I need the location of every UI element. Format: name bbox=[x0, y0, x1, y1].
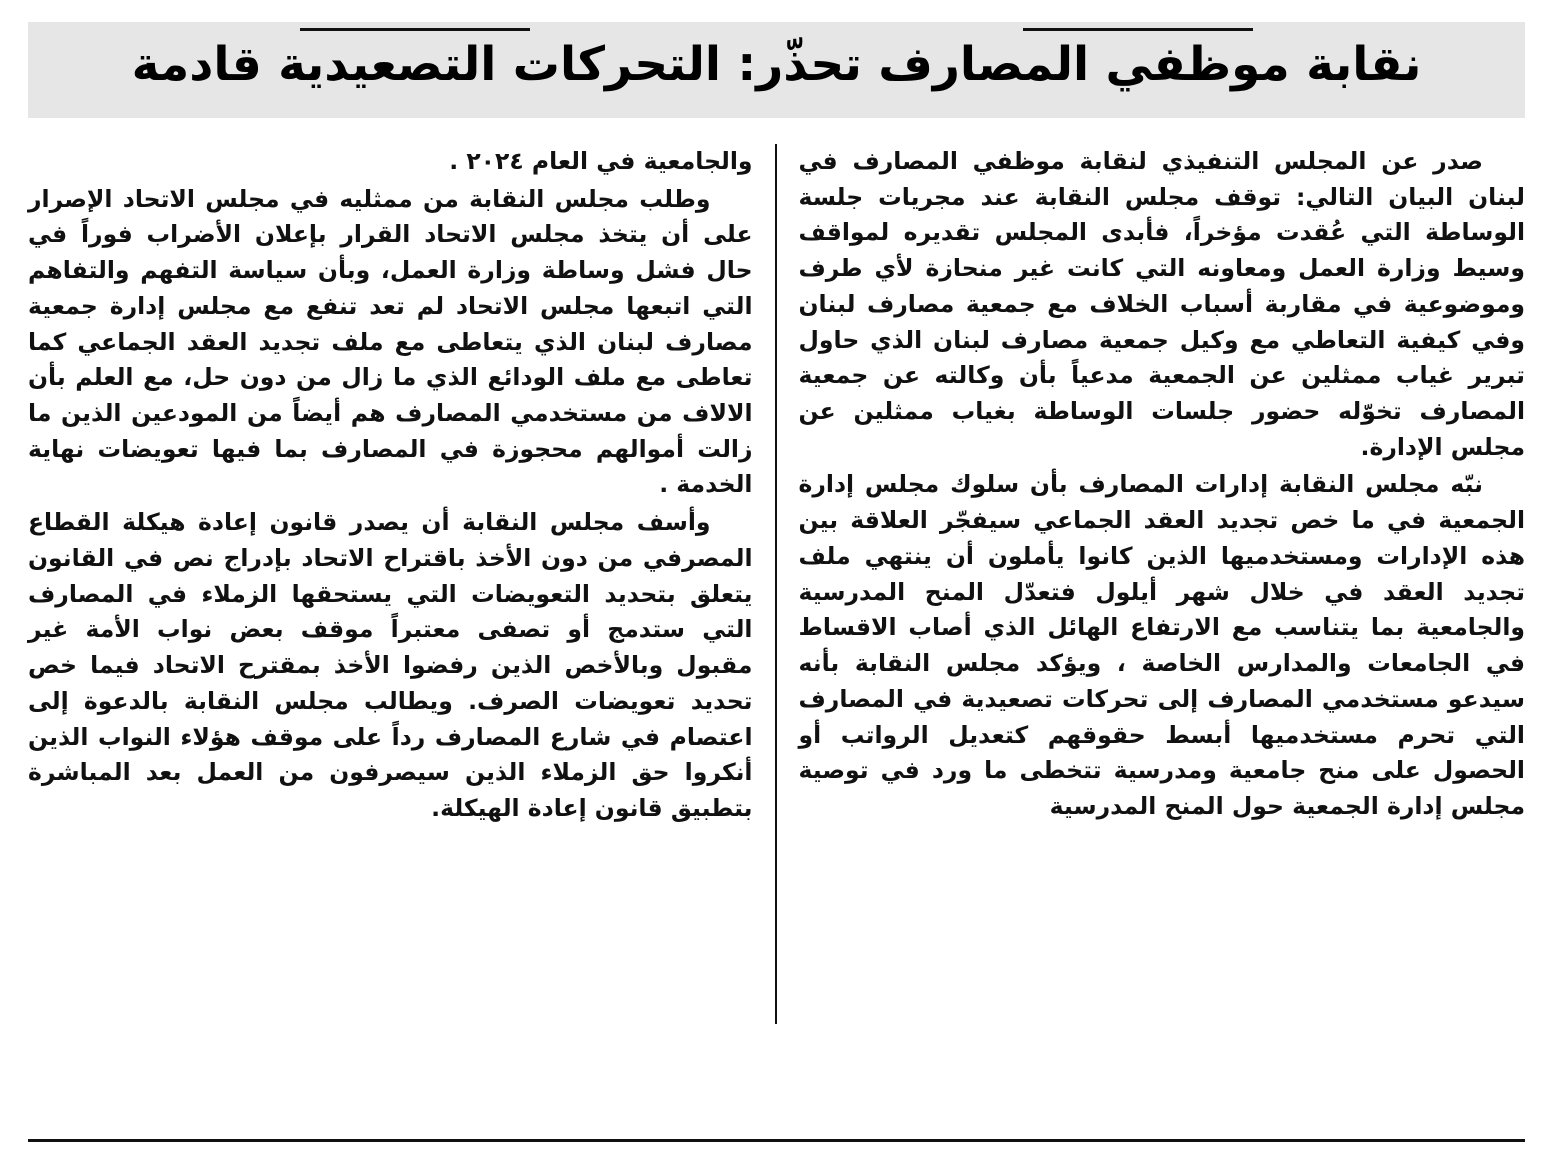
top-rule-right bbox=[1023, 28, 1253, 31]
paragraph: وأسف مجلس النقابة أن يصدر قانون إعادة هيكلة القطاع المصرفي من دون الأخذ باقتراح الاتحاد بإدراج نص في القانون يتعلق بتحديد التعويضات التي يستحقها الزملاء في المصارف التي ستدمج أو تصفى معتبراً موقف بعض نواب الأمة غير مقبول وبالأخص الذين رفضوا الأخذ بمقترح الاتحاد فيما خص تحديد تعويضات الصرف. ويطالب مجلس النقابة بالدعوة إلى اعتصام في شارع المصارف رداً على موقف هؤلاء النواب الذين أنكروا حق الزملاء الذين سيصرفون من العمل بعد المباشرة بتطبيق قانون إعادة الهيكلة. bbox=[28, 508, 753, 822]
top-rule-left bbox=[300, 28, 530, 31]
headline-band bbox=[28, 22, 1525, 118]
newspaper-page bbox=[0, 22, 1553, 1156]
column-left bbox=[28, 144, 777, 1024]
article-columns bbox=[28, 144, 1525, 1024]
paragraph: صدر عن المجلس التنفيذي لنقابة موظفي المصارف في لبنان البيان التالي: توقف مجلس النقابة عند مجريات جلسة الوساطة التي عُقدت مؤخراً، فأبدى المجلس تقديره لمواقف وسيط وزارة العمل ومعاونه التي كانت غير منحازة لأي طرف وموضوعية في مقاربة أسباب الخلاف مع جمعية مصارف لبنان وفي كيفية التعاطي مع وكيل جمعية مصارف لبنان الذي حاول تبرير غياب ممثلين عن الجمعية مدعياً بأن وكالته عن جمعية المصارف تخوّله حضور جلسات الوساطة بغياب ممثلين عن مجلس الإدارة. bbox=[798, 147, 1525, 461]
paragraph: وطلب مجلس النقابة من ممثليه في مجلس الاتحاد الإصرار على أن يتخذ مجلس الاتحاد القرار بإعلان الأضراب فوراً في حال فشل وساطة وزارة العمل، وبأن سياسة التفهم والتفاهم التي اتبعها مجلس الاتحاد لم تعد تنفع مع مجلس إدارة جمعية مصارف لبنان الذي يتعاطى مع ملف تجديد العقد الجماعي كما تعاطى مع ملف الودائع الذي ما زال من دون حل، مع العلم بأن الالاف من مستخدمي المصارف هم أيضاً من المودعين الذين ما زالت أموالهم محجوزة في المصارف بما فيها تعويضات نهاية الخدمة . bbox=[28, 184, 753, 499]
column-right bbox=[777, 144, 1526, 1024]
paragraph: والجامعية في العام ٢٠٢٤ . bbox=[449, 147, 753, 175]
bottom-rule bbox=[28, 1139, 1525, 1142]
page-title: نقابة موظفي المصارف تحذّر: التحركات التصعيدية قادمة bbox=[131, 37, 1422, 92]
paragraph: نبّه مجلس النقابة إدارات المصارف بأن سلوك مجلس إدارة الجمعية في ما خص تجديد العقد الجماعي سيفجّر العلاقة بين هذه الإدارات ومستخدميها الذين كانوا يأملون أن ينتهي ملف تجديد العقد في خلال شهر أيلول فتعدّل المنح المدرسية والجامعية بما يتناسب مع الارتفاع الهائل الذي أصاب الاقساط في الجامعات والمدارس الخاصة ، ويؤكد مجلس النقابة بأنه سيدعو مستخدمي المصارف إلى تحركات تصعيدية في المصارف التي تحرم مستخدميها أبسط حقوقهم كتعديل الرواتب أو الحصول على منح جامعية ومدرسية تتخطى ما ورد في توصية مجلس إدارة الجمعية حول المنح المدرسية bbox=[798, 470, 1525, 820]
